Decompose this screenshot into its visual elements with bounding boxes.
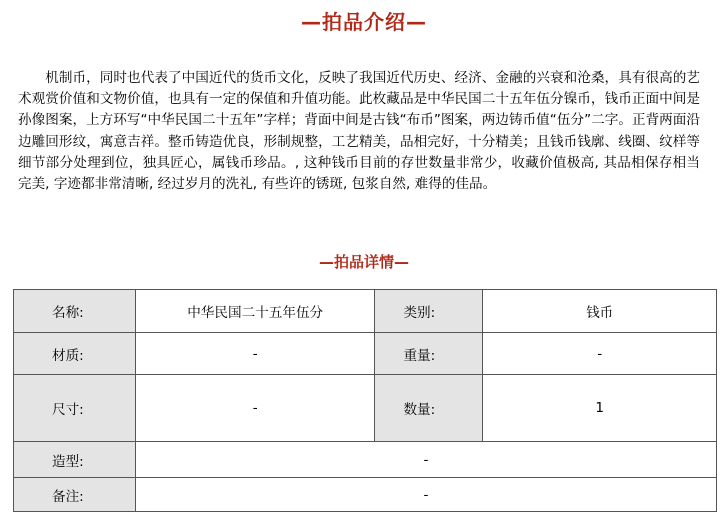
- quantity-label: 数量:: [375, 375, 483, 442]
- table-row: [14, 290, 717, 333]
- name-label: 名称:: [14, 290, 136, 333]
- quantity-value: 1: [483, 375, 717, 442]
- details-table: [13, 289, 717, 512]
- size-label: 尺寸:: [14, 375, 136, 442]
- table-row: [14, 442, 717, 478]
- material-label: 材质:: [14, 333, 136, 375]
- shape-value: -: [135, 442, 716, 478]
- table-row: [14, 478, 717, 512]
- note-value: -: [135, 478, 716, 512]
- weight-value: -: [483, 333, 717, 375]
- weight-label: 重量:: [375, 333, 483, 375]
- note-label: 备注:: [14, 478, 136, 512]
- intro-heading: —拍品介绍—: [301, 10, 427, 34]
- details-heading: —拍品详情—: [318, 253, 409, 271]
- intro-paragraph: 机制币，同时也代表了中国近代的货币文化，反映了我国近代历史、经济、金融的兴衰和沧桑，具有很高的艺术观赏价值和文物价值，也具有一定的保值和升值功能。此枚藏品是中华民国二十五年伍分镍币，钱币正面中间是孙像图案，上方环写“中华民国二十五年”字样；背面中间是古钱“布币”图案，两边铸币值“伍分”二字。正背两面沿边雕回形纹，寓意吉祥。整币铸造优良，形制规整，工艺精美，品相完好，十分精美；且钱币钱廓、线圈、纹样等细节部分处理到位，独具匠心，属钱币珍品。, 这种钱币目前的存世数量非常少，收藏价值极高, 其品相保存相当完美, 字迹都非常清晰, 经过岁月的洗礼, 有些许的锈斑, 包浆自然, 难得的佳品。: [18, 70, 700, 193]
- table-row: [14, 333, 717, 375]
- category-value: 钱币: [483, 290, 717, 333]
- intro-section: [18, 68, 700, 195]
- material-value: -: [135, 333, 375, 375]
- table-row: [14, 375, 717, 442]
- shape-label: 造型:: [14, 442, 136, 478]
- category-label: 类别:: [375, 290, 483, 333]
- name-value: 中华民国二十五年伍分: [135, 290, 375, 333]
- size-value: -: [135, 375, 375, 442]
